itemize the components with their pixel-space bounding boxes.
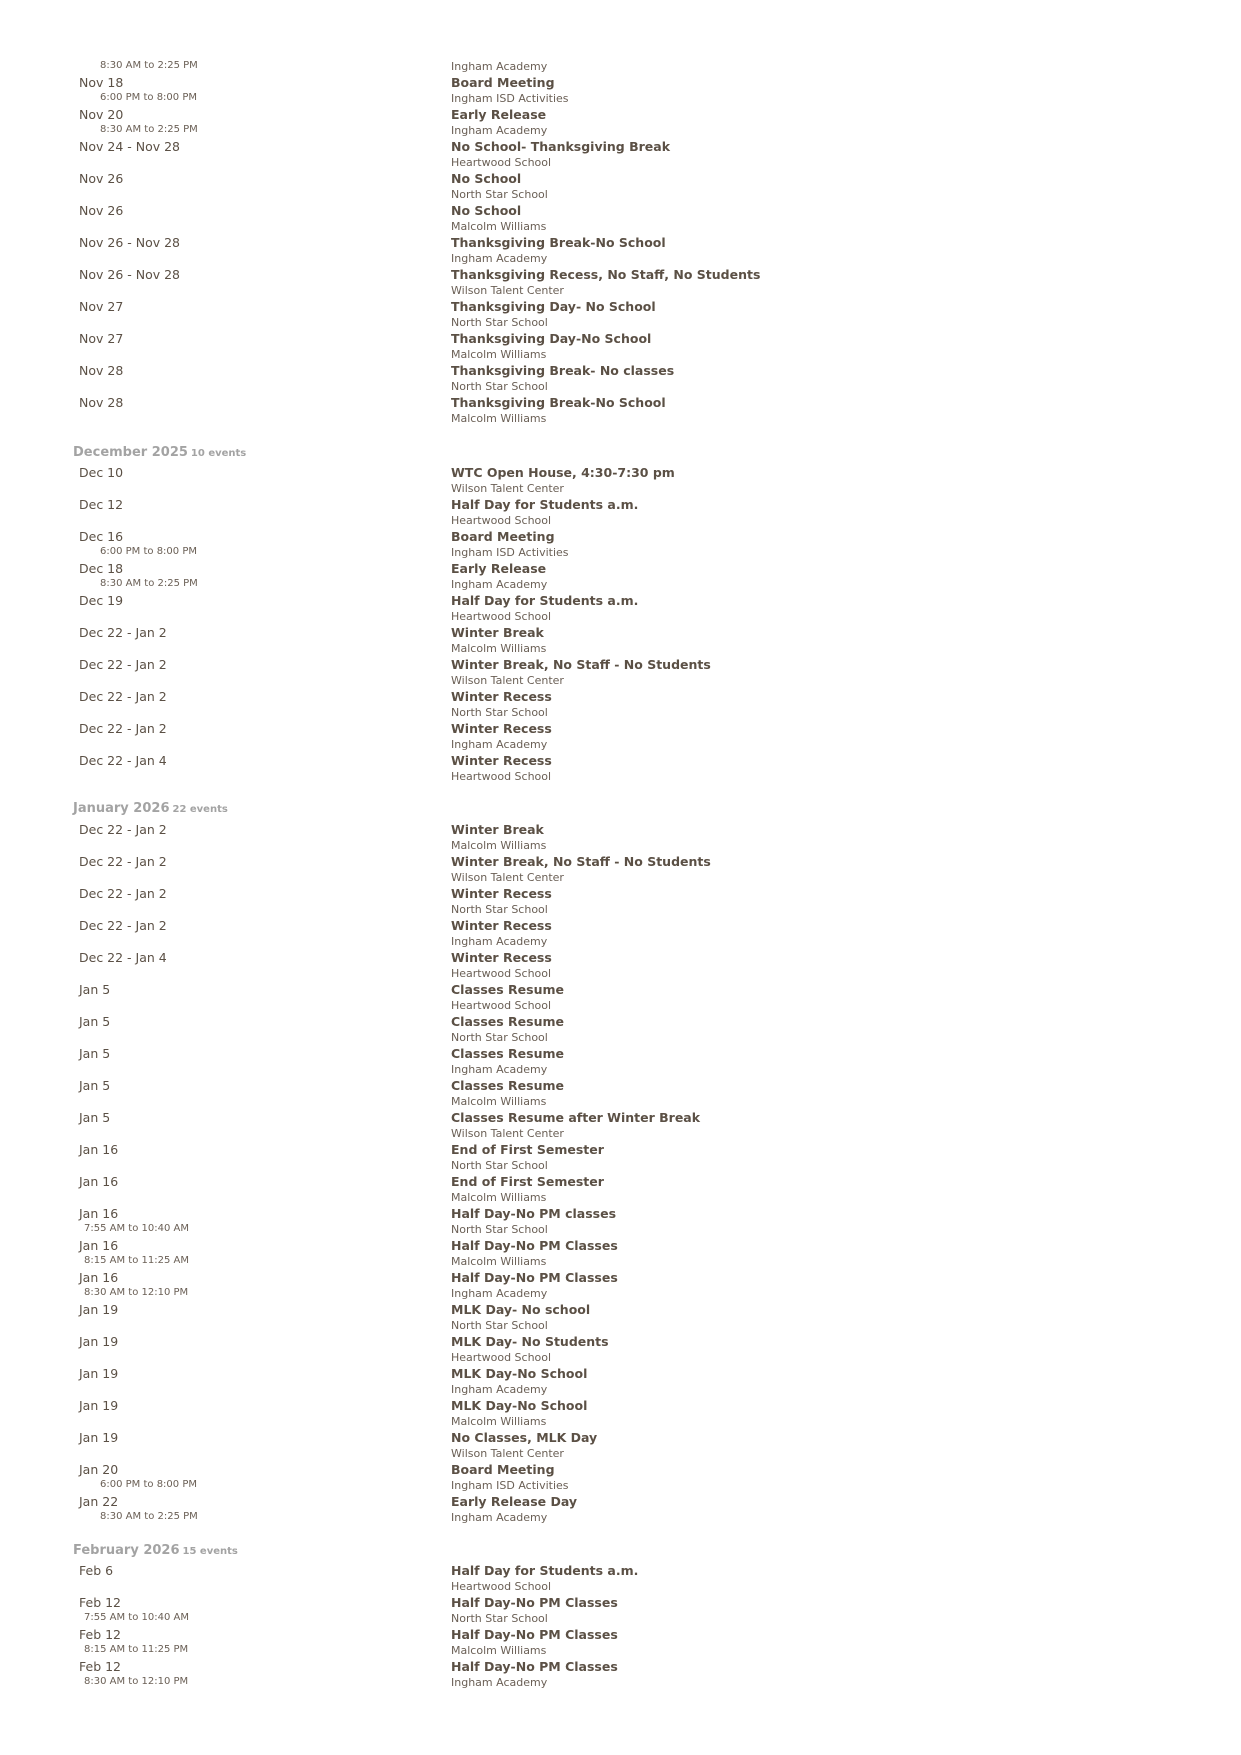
event-title[interactable]: Thanksgiving Break- No classes [451,363,675,378]
event-location: Wilson Talent Center [451,482,564,495]
event-location: Ingham Academy [451,1383,548,1396]
event-date: Jan 16 [79,1174,119,1189]
event-date: Dec 22 - Jan 2 [79,822,167,837]
event-time: 8:30 AM to 2:25 PM [100,124,198,135]
month-event-count: 10 events [190,448,247,459]
event-location: Heartwood School [451,514,552,527]
event-title[interactable]: Early Release [451,561,547,576]
event-title[interactable]: Winter Break, No Staff - No Students [451,854,711,869]
event-title[interactable]: Winter Break [451,625,544,640]
event-location: North Star School [451,1159,548,1172]
event-title[interactable]: Thanksgiving Recess, No Staff, No Students [451,267,761,282]
event-location: Heartwood School [451,1351,552,1364]
event-title[interactable]: Classes Resume [451,982,564,997]
event-time: 8:30 AM to 12:10 PM [84,1287,189,1298]
month-header [73,445,246,460]
event-date: Jan 19 [79,1430,119,1445]
event-title[interactable]: Thanksgiving Day-No School [451,331,652,346]
event-date: Feb 6 [79,1563,114,1578]
event-date: Jan 20 [79,1462,119,1477]
event-title[interactable]: Half Day for Students a.m. [451,1563,639,1578]
event-location: Malcolm Williams [451,1644,547,1657]
event-date: Dec 22 - Jan 2 [79,721,167,736]
event-date: Jan 19 [79,1334,119,1349]
event-location: Ingham Academy [451,60,548,73]
month-header [73,801,228,816]
event-location: North Star School [451,1612,548,1625]
event-date: Jan 5 [79,1110,111,1125]
event-location: Malcolm Williams [451,348,547,361]
event-title[interactable]: End of First Semester [451,1142,604,1157]
event-title[interactable]: Classes Resume [451,1078,564,1093]
event-location: North Star School [451,316,548,329]
event-date: Feb 12 [79,1595,122,1610]
event-title[interactable]: Thanksgiving Day- No School [451,299,656,314]
event-location: Malcolm Williams [451,220,547,233]
event-time: 6:00 PM to 8:00 PM [100,546,197,557]
event-date: Jan 19 [79,1398,119,1413]
event-location: Ingham Academy [451,252,548,265]
event-location: Malcolm Williams [451,839,547,852]
event-time: 8:30 AM to 2:25 PM [100,60,198,71]
event-date: Dec 18 [79,561,124,576]
event-title[interactable]: Half Day-No PM Classes [451,1659,618,1674]
event-location: Malcolm Williams [451,1415,547,1428]
event-date: Dec 12 [79,497,124,512]
event-title[interactable]: No School- Thanksgiving Break [451,139,671,154]
event-location: Ingham Academy [451,1676,548,1689]
event-location: North Star School [451,1319,548,1332]
month-name: January 2026 [73,801,170,816]
event-title[interactable]: Thanksgiving Break-No School [451,235,666,250]
event-date: Nov 28 [79,395,124,410]
event-title[interactable]: Winter Recess [451,886,552,901]
event-location: Malcolm Williams [451,1095,547,1108]
event-title[interactable]: Board Meeting [451,1462,555,1477]
month-name: December 2025 [73,445,188,460]
event-title[interactable]: Early Release Day [451,1494,578,1509]
event-location: Malcolm Williams [451,412,547,425]
event-location: Malcolm Williams [451,1255,547,1268]
event-title[interactable]: End of First Semester [451,1174,604,1189]
month-header [73,1543,238,1558]
event-title[interactable]: Winter Recess [451,918,552,933]
event-time: 8:30 AM to 12:10 PM [84,1676,189,1687]
event-date: Jan 19 [79,1302,119,1317]
month-name: February 2026 [73,1543,180,1558]
event-title[interactable]: Winter Recess [451,753,552,768]
event-date: Jan 16 [79,1206,119,1221]
event-location: Wilson Talent Center [451,1127,564,1140]
event-location: Heartwood School [451,1580,552,1593]
event-title[interactable]: Board Meeting [451,529,555,544]
event-location: Wilson Talent Center [451,674,564,687]
event-time: 8:30 AM to 2:25 PM [100,578,198,589]
event-date: Dec 16 [79,529,124,544]
event-location: Heartwood School [451,770,552,783]
month-event-count: 22 events [172,804,228,815]
event-title[interactable]: MLK Day-No School [451,1366,588,1381]
event-date: Feb 12 [79,1627,122,1642]
event-date: Jan 5 [79,1046,111,1061]
event-date: Jan 19 [79,1366,119,1381]
event-date: Jan 16 [79,1270,119,1285]
event-time: 8:15 AM to 11:25 AM [84,1255,189,1266]
event-date: Nov 18 [79,75,124,90]
event-date: Dec 22 - Jan 2 [79,625,167,640]
event-location: North Star School [451,1031,548,1044]
event-title[interactable]: No School [451,171,522,186]
event-date: Nov 24 - Nov 28 [79,139,181,154]
event-location: North Star School [451,188,548,201]
event-date: Dec 22 - Jan 2 [79,918,167,933]
event-location: Ingham Academy [451,124,548,137]
event-date: Nov 26 - Nov 28 [79,235,181,250]
event-location: Heartwood School [451,156,552,169]
event-date: Dec 22 - Jan 2 [79,657,167,672]
event-title[interactable]: MLK Day- No Students [451,1334,609,1349]
event-location: Ingham Academy [451,1063,548,1076]
event-date: Nov 27 [79,331,124,346]
event-location: Ingham Academy [451,1287,548,1300]
event-title[interactable]: No School [451,203,522,218]
event-title[interactable]: Winter Recess [451,689,552,704]
event-location: Heartwood School [451,999,552,1012]
event-time: 6:00 PM to 8:00 PM [100,92,197,103]
event-location: Wilson Talent Center [451,1447,564,1460]
event-title[interactable]: MLK Day-No School [451,1398,588,1413]
event-title[interactable]: Winter Break, No Staff - No Students [451,657,711,672]
event-date: Dec 10 [79,465,124,480]
event-location: Ingham Academy [451,578,548,591]
event-location: Malcolm Williams [451,1191,547,1204]
event-date: Feb 12 [79,1659,122,1674]
event-title[interactable]: No Classes, MLK Day [451,1430,598,1445]
event-time: 7:55 AM to 10:40 AM [84,1223,189,1234]
event-title[interactable]: Classes Resume [451,1014,564,1029]
event-title[interactable]: Half Day-No PM Classes [451,1627,618,1642]
event-location: Wilson Talent Center [451,284,564,297]
month-event-count: 15 events [182,1546,238,1557]
event-title[interactable]: WTC Open House, 4:30-7:30 pm [451,465,675,480]
event-title[interactable]: Winter Recess [451,950,552,965]
event-location: Malcolm Williams [451,642,547,655]
event-date: Dec 22 - Jan 2 [79,689,167,704]
event-date: Nov 26 [79,203,124,218]
event-time: 8:30 AM to 2:25 PM [100,1511,198,1522]
event-title[interactable]: Half Day-No PM Classes [451,1270,618,1285]
event-title[interactable]: Half Day for Students a.m. [451,497,639,512]
event-date: Jan 22 [79,1494,119,1509]
event-date: Jan 5 [79,982,111,997]
event-date: Dec 22 - Jan 4 [79,950,167,965]
event-title[interactable]: Half Day-No PM Classes [451,1595,618,1610]
event-location: North Star School [451,1223,548,1236]
event-title[interactable]: Early Release [451,107,547,122]
event-location: Ingham ISD Activities [451,1479,569,1492]
event-title[interactable]: Winter Recess [451,721,552,736]
event-time: 6:00 PM to 8:00 PM [100,1479,197,1490]
event-title[interactable]: Winter Break [451,822,544,837]
event-date: Jan 5 [79,1014,111,1029]
event-title[interactable]: Board Meeting [451,75,555,90]
event-date: Dec 22 - Jan 2 [79,854,167,869]
event-location: Ingham ISD Activities [451,546,569,559]
event-date: Jan 5 [79,1078,111,1093]
event-date: Nov 20 [79,107,124,122]
event-location: Ingham Academy [451,935,548,948]
event-title[interactable]: Half Day-No PM classes [451,1206,617,1221]
event-date: Nov 26 - Nov 28 [79,267,181,282]
event-title[interactable]: Classes Resume [451,1046,564,1061]
event-date: Dec 22 - Jan 2 [79,886,167,901]
event-title[interactable]: Thanksgiving Break-No School [451,395,666,410]
event-title[interactable]: Classes Resume after Winter Break [451,1110,701,1125]
event-date: Jan 16 [79,1142,119,1157]
event-location: North Star School [451,706,548,719]
event-date: Dec 19 [79,593,124,608]
event-location: Heartwood School [451,610,552,623]
event-location: Ingham Academy [451,1511,548,1524]
event-time: 7:55 AM to 10:40 AM [84,1612,189,1623]
event-date: Jan 16 [79,1238,119,1253]
event-location: Ingham Academy [451,738,548,751]
event-title[interactable]: Half Day-No PM Classes [451,1238,618,1253]
event-time: 8:15 AM to 11:25 PM [84,1644,189,1655]
event-date: Nov 28 [79,363,124,378]
event-date: Dec 22 - Jan 4 [79,753,167,768]
event-title[interactable]: MLK Day- No school [451,1302,591,1317]
event-date: Nov 27 [79,299,124,314]
event-date: Nov 26 [79,171,124,186]
event-location: Heartwood School [451,967,552,980]
event-location: North Star School [451,380,548,393]
event-title[interactable]: Half Day for Students a.m. [451,593,639,608]
event-location: North Star School [451,903,548,916]
event-location: Wilson Talent Center [451,871,564,884]
event-location: Ingham ISD Activities [451,92,569,105]
